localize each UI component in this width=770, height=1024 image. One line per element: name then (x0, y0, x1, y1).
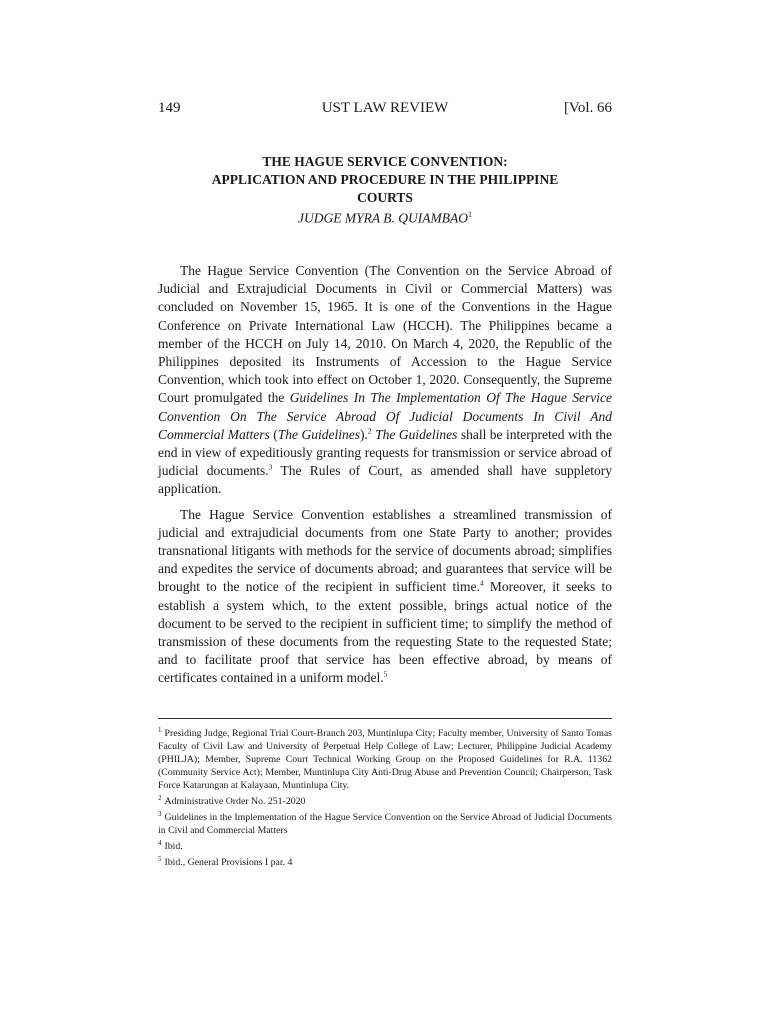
footnote-divider (158, 718, 612, 719)
footnote-1 (158, 727, 612, 792)
footnote-text: Administrative Order No. 251-2020 (164, 796, 306, 807)
paragraph-text: Moreover, it seeks to establish a system which, to the extent possible, brings actual notice of the document to be served to the recipient in sufficient time; to simplify the method of transmission of these documents from the requesting State to the requested State; and to facilitate proof that service has been effective abroad, by means of certificates contained in a uniform model. (158, 579, 613, 686)
footnote-text: Ibid. (164, 841, 183, 852)
title-line-3: COURTS (357, 190, 413, 205)
footnote-2 (158, 795, 612, 808)
author-name: JUDGE MYRA B. QUIAMBAO (298, 210, 468, 226)
paragraph-text: The Rules of Court, as amended shall have suppletory application. (158, 463, 613, 497)
paragraph-text: The Hague Service Convention (The Convention on the Service Abroad of Judicial and Extrajudicial Documents in Civil or Commercial Matters) was concluded on November 15, 1965. It is one of the Conventions in the Hague Conference on Private International Law (HCCH). The Philippines became a member of the HCCH on July 14, 2010. On March 4, 2020, the Republic of the Philippines deposited its Instruments of Accession to the Hague Service Convention, which took into effect on October 1, 2020. Consequently, the Supreme Court promulgated the (158, 263, 612, 406)
footnotes (158, 727, 612, 872)
footnote-number: 1 (158, 725, 162, 734)
italic-short-title: The Guidelines (375, 426, 458, 442)
paragraph-text: shall be interpreted with the end in view of expeditiously granting requests for transmission or service abroad of judicial documents. (158, 426, 612, 479)
footnote-ref-2[interactable]: 2 (367, 426, 372, 436)
footnote-text: Ibid., General Provisions I par. 4 (164, 857, 293, 868)
running-header (158, 100, 612, 120)
paragraph-2 (158, 506, 612, 688)
title-line-2: APPLICATION AND PROCEDURE IN THE PHILIPPINE (211, 172, 559, 187)
footnote-text: Presiding Judge, Regional Trial Court-Branch 203, Muntinlupa City; Faculty member, University of Santo Tomas Faculty of Civil Law and University of Perpetual Help College of Law; Lecturer, Philippine Judicial Academy (PHILJA); Member, Supreme Court Technical Working Group on the Proposed Guidelines for R.A. 11362 (Community Service Act); Member, Muntinlupa City Anti-Drug Abuse and Prevention Council; Chairperson, Task Force Katarungan at Kalayaan, Muntinlupa City. (158, 728, 612, 791)
footnote-4 (158, 840, 612, 853)
footnote-5 (158, 856, 612, 869)
footnote-number: 5 (158, 854, 162, 863)
journal-name: UST LAW REVIEW (321, 100, 449, 116)
paragraph-text: The Hague Service Convention establishes a streamlined transmission of judicial and extrajudicial documents from one State Party to another; provides transnational litigants with methods for the service of documents abroad; simplifies and expedites the service of documents abroad; and guarantees that service will be brought to the notice of the recipient in sufficient time. (158, 506, 612, 595)
footnote-ref-4[interactable]: 4 (479, 578, 484, 588)
author-footnote-ref[interactable]: 1 (467, 210, 472, 219)
page-number: 149 (158, 100, 181, 116)
paragraph-text: ). (359, 426, 368, 442)
author-byline (158, 210, 612, 227)
footnote-number: 4 (158, 838, 162, 847)
italic-guidelines-title: Guidelines In The Implementation Of The Hague Service Convention On The Service Abroad Of Judicial Documents In Civil And Commercial Matters (158, 390, 612, 442)
italic-short-title: The Guidelines (277, 426, 360, 442)
article-title (158, 153, 612, 207)
footnote-number: 2 (158, 793, 162, 802)
footnote-3 (158, 811, 612, 837)
footnote-number: 3 (158, 809, 162, 818)
paragraph-text: ( (269, 426, 278, 442)
footnote-text: Guidelines in the Implementation of the Hague Service Convention on the Service Abroad of Judicial Documents in Civil and Commercial Matters (158, 812, 612, 836)
title-line-1: THE HAGUE SERVICE CONVENTION: (262, 154, 508, 169)
paragraph-1 (158, 262, 612, 499)
article-body (158, 262, 612, 695)
footnote-ref-3[interactable]: 3 (268, 462, 273, 472)
volume-label: [Vol. 66 (563, 100, 612, 116)
footnote-ref-5[interactable]: 5 (383, 669, 388, 679)
